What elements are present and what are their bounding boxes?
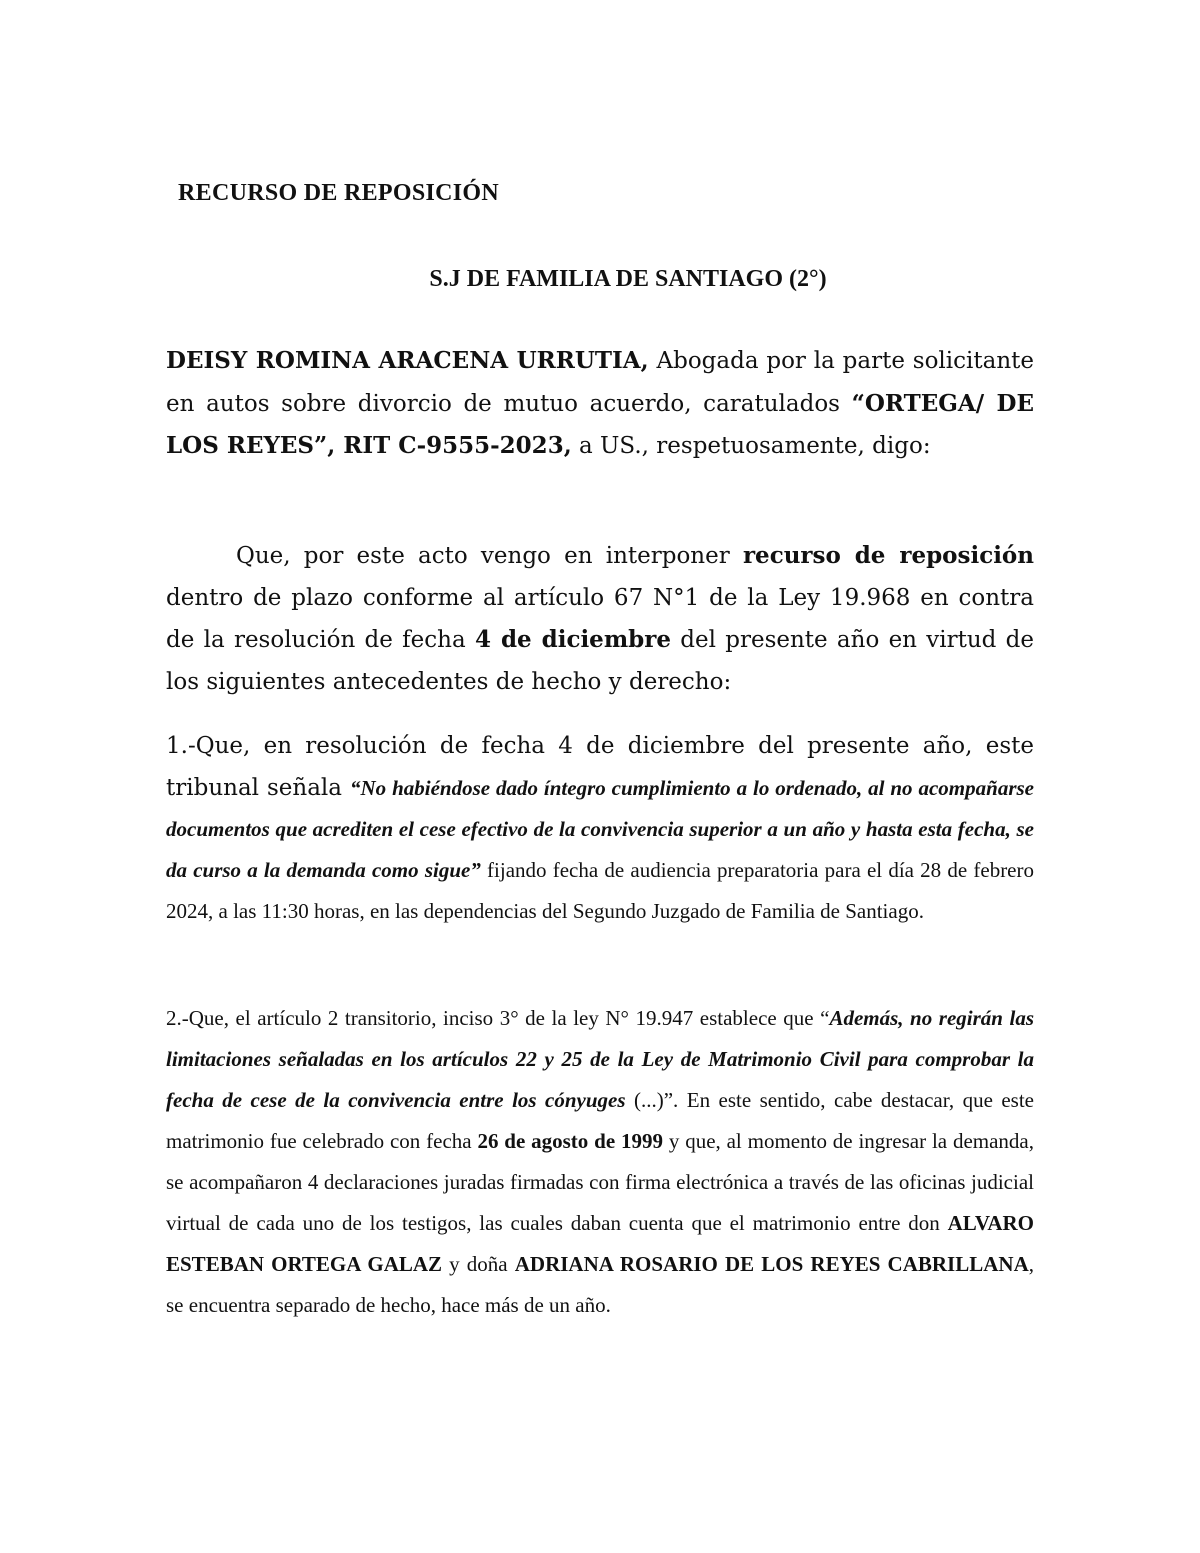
p2-text-5: , se encuentra separado de hecho, hace más de un año. bbox=[166, 1252, 1034, 1317]
p1-quote: “No habiéndose dado íntegro cumplimiento a lo ordenado, al no acompañarse documentos que acrediten el cese efectivo de la convivencia superior a un año y hasta esta fecha, se da curso a la demanda como sigue” bbox=[166, 775, 1034, 882]
intro-text-1: Abogada por la parte solicitante en autos sobre divorcio de mutuo acuerdo, caratulados bbox=[166, 348, 1034, 417]
intro-text-2: a US., respetuosamente, digo: bbox=[571, 433, 931, 459]
p1-lead: 1.-Que, en resolución de fecha 4 de diciembre del presente año, este tribunal señala bbox=[166, 733, 1034, 801]
que-text-2: dentro de plazo conforme al artículo 67 N°1 de la Ley 19.968 en contra de la resolución de fecha bbox=[166, 584, 1034, 653]
que-text-1: Que, por este acto vengo en interponer bbox=[236, 543, 743, 569]
case-name: “ORTEGA/ DE LOS REYES”, RIT C-9555-2023, bbox=[166, 389, 1034, 459]
marriage-date: 26 de agosto de 1999 bbox=[477, 1129, 663, 1153]
court-heading: S.J DE FAMILIA DE SANTIAGO (2°) bbox=[429, 266, 827, 292]
p2-text-4: y doña bbox=[442, 1252, 515, 1276]
p2-quote: Además, no regirán las limitaciones señaladas en los artículos 22 y 25 de la Ley de Matrimonio Civil para comprobar la fecha de cese de la convivencia entre los cónyuges bbox=[166, 1006, 1034, 1112]
p1-rest: fijando fecha de audiencia preparatoria para el día 28 de febrero 2024, a las 11:30 horas, en las dependencias del Segundo Juzgado de Familia de Santiago. bbox=[166, 858, 1034, 923]
que-text-3: del presente año en virtud de los siguientes antecedentes de hecho y derecho: bbox=[166, 627, 1034, 695]
p2-text-3: y que, al momento de ingresar la demanda, se acompañaron 4 declaraciones juradas firmadas con firma electrónica a través de las oficinas judicial virtual de cada uno de los testigos, las cuales daban cuenta que el matrimonio entre don bbox=[166, 1129, 1034, 1235]
wife-name: ADRIANA ROSARIO DE LOS REYES CABRILLANA bbox=[514, 1252, 1029, 1276]
paragraph-2 bbox=[166, 998, 1034, 1326]
attorney-name: DEISY ROMINA ARACENA URRUTIA, bbox=[166, 347, 649, 374]
que-bold-2: 4 de diciembre bbox=[474, 626, 671, 653]
p2-text-1: 2.-Que, el artículo 2 transitorio, inciso 3° de la ley N° 19.947 establece que “ bbox=[166, 1006, 830, 1030]
que-bold-1: recurso de reposición bbox=[742, 542, 1034, 569]
document-title: RECURSO DE REPOSICIÓN bbox=[178, 180, 500, 206]
intro-paragraph bbox=[166, 340, 1034, 468]
husband-name: ALVARO ESTEBAN ORTEGA GALAZ bbox=[166, 1211, 1034, 1276]
paragraph-1 bbox=[166, 726, 1034, 932]
p2-text-2: (...)”. En este sentido, cabe destacar, que este matrimonio fue celebrado con fecha bbox=[166, 1088, 1034, 1153]
que-paragraph bbox=[166, 535, 1034, 703]
